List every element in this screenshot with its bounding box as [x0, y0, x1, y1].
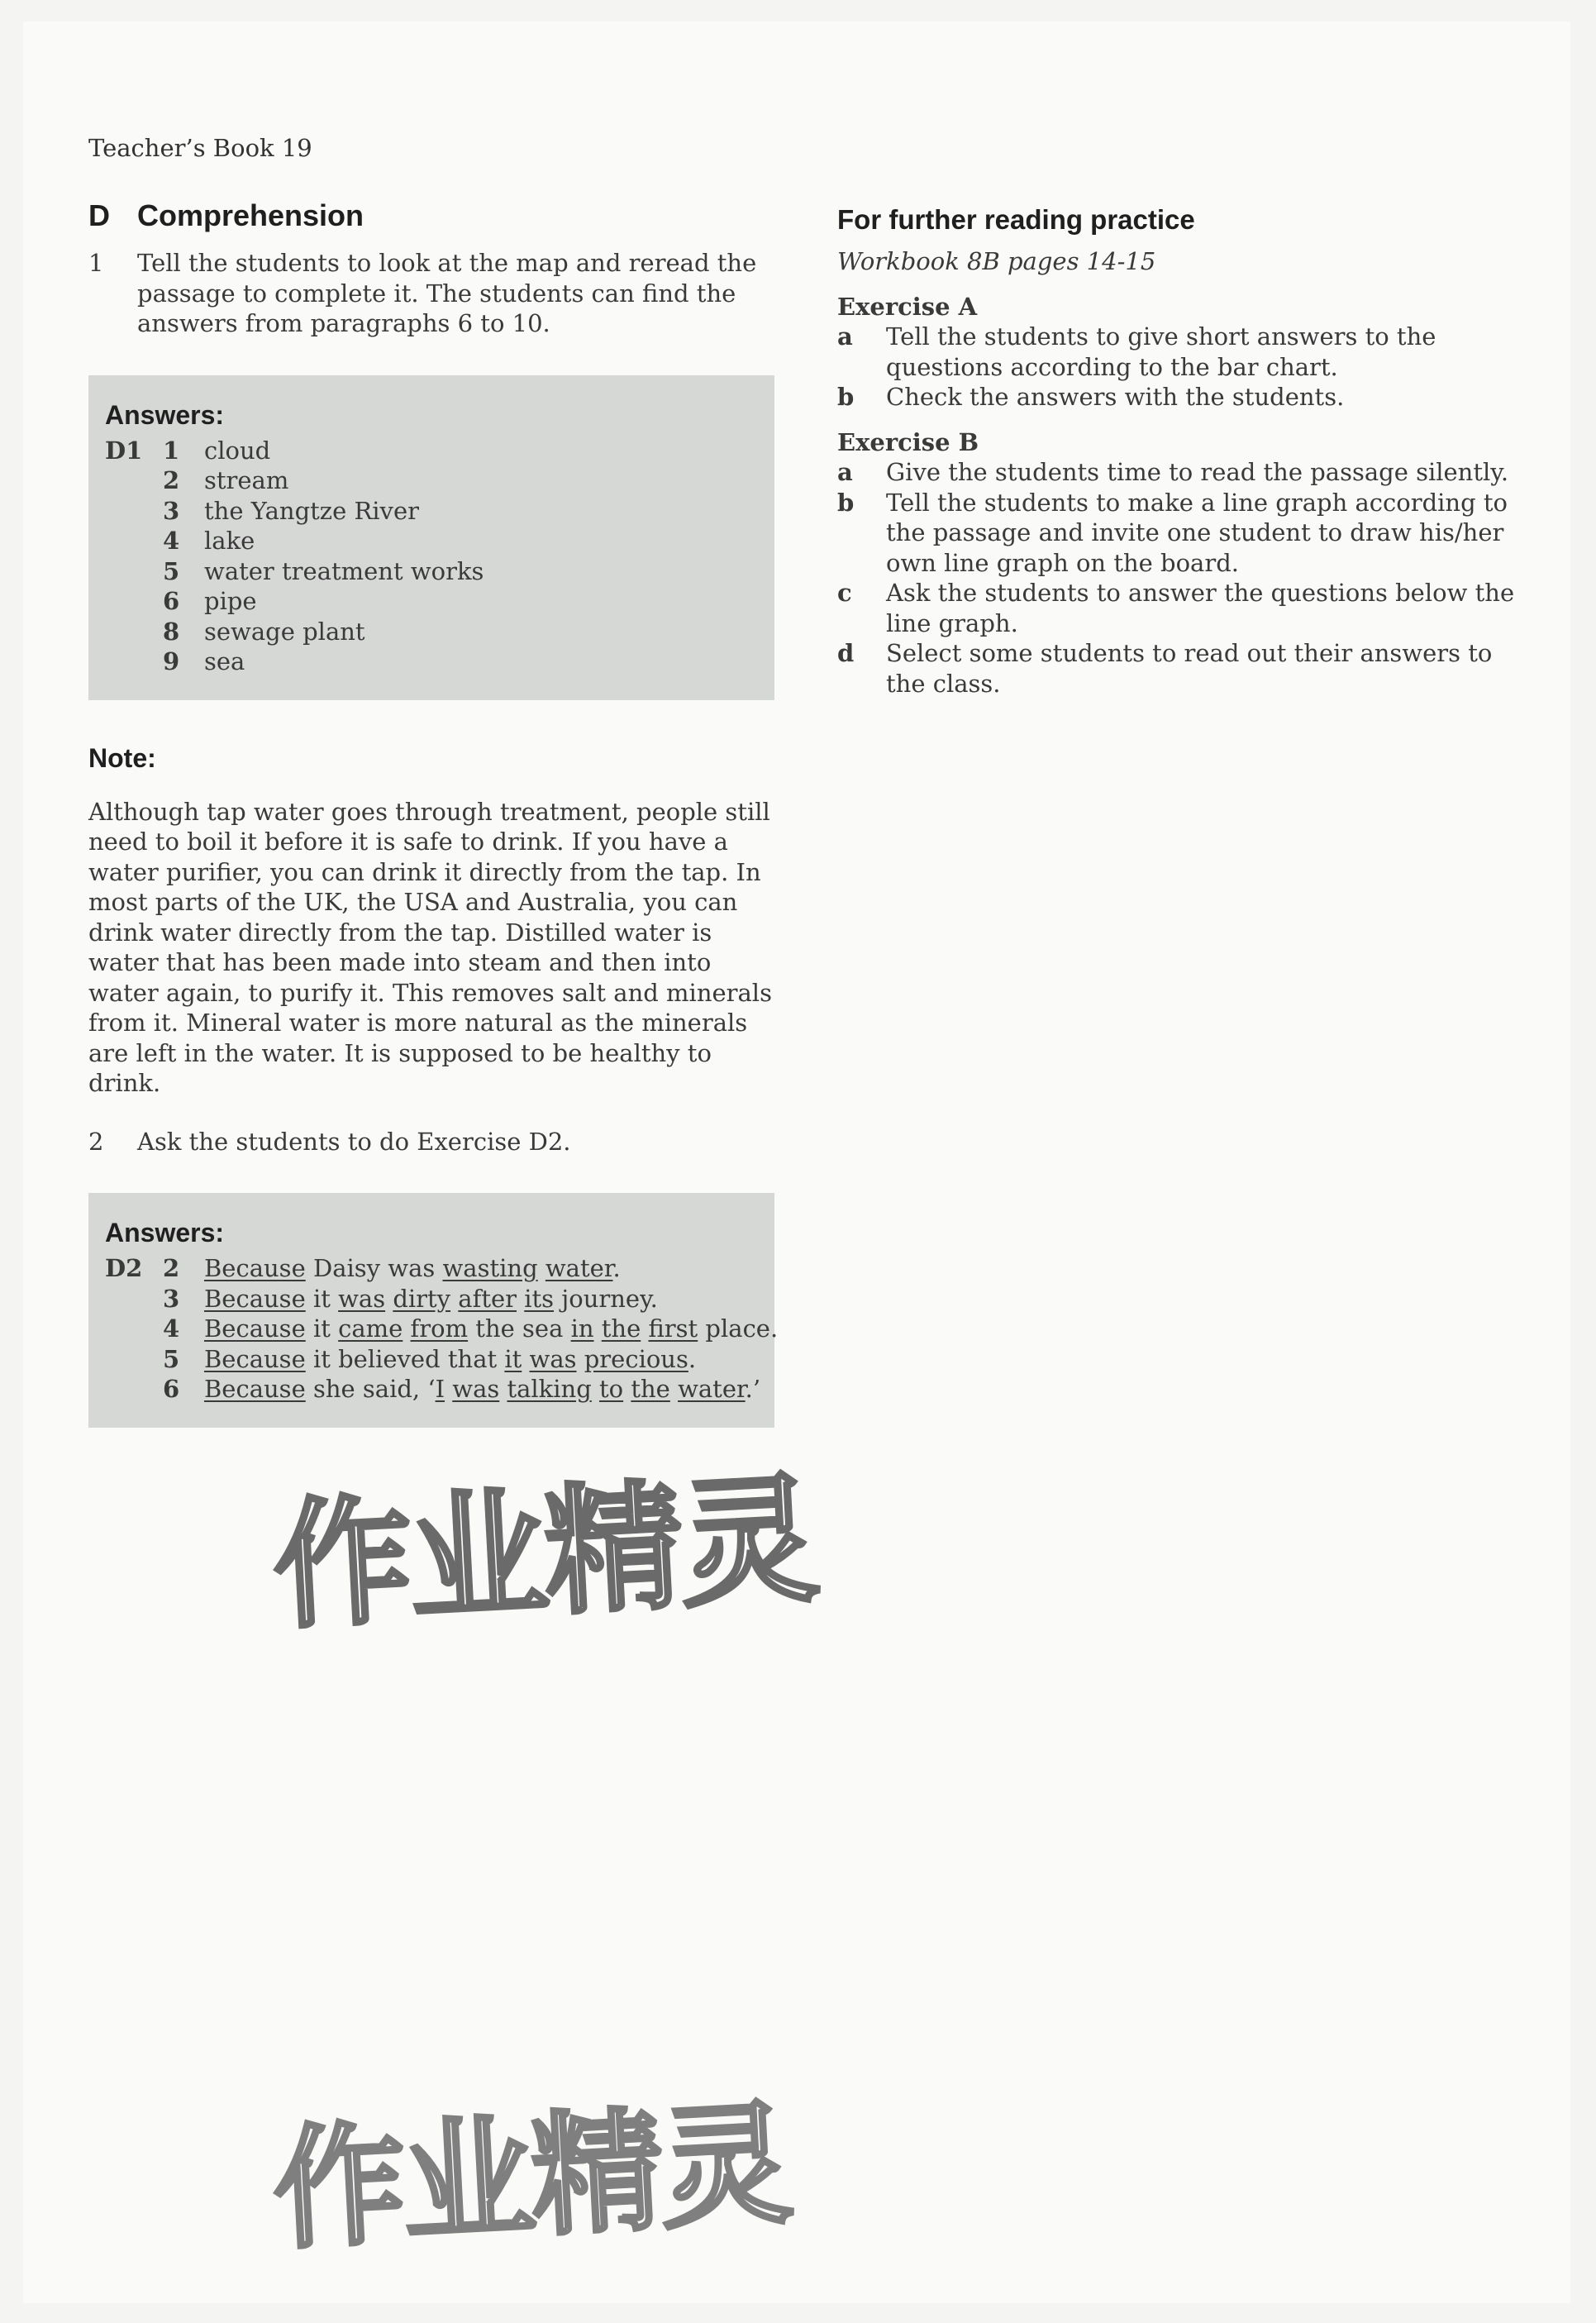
answers-box-d1 — [88, 375, 774, 700]
answer-number: 6 — [163, 587, 180, 615]
answer-code — [105, 496, 163, 527]
answer-segment: she said, ‘ — [305, 1375, 436, 1403]
answer-code: D1 — [105, 436, 143, 465]
answers-list — [105, 436, 758, 677]
watermark: 作业精灵 — [269, 1457, 820, 1649]
answer-segment — [517, 1285, 524, 1313]
underlined-word: wasting — [442, 1254, 538, 1282]
answer-segment: . — [688, 1344, 697, 1373]
answers-title: Answers: — [105, 1218, 225, 1247]
exercise-step — [837, 382, 1523, 413]
exercise-step — [837, 638, 1523, 699]
answers-list — [105, 1253, 779, 1405]
answer-code — [105, 465, 163, 496]
answer-segment: place. — [698, 1314, 779, 1343]
answer-row — [105, 646, 758, 677]
answer-segment: .’ — [745, 1375, 761, 1403]
underlined-word: dirty — [393, 1284, 451, 1313]
step-letter: a — [837, 322, 853, 351]
answer-row — [105, 1374, 761, 1405]
answer-number: 8 — [163, 617, 180, 646]
section-heading — [88, 198, 774, 241]
instruction-1 — [88, 248, 774, 339]
answer-code — [105, 1284, 163, 1314]
underlined-word: Because — [204, 1375, 306, 1403]
answer-number: 3 — [163, 496, 180, 525]
underlined-word: water — [678, 1375, 746, 1403]
answer-text — [204, 1374, 760, 1405]
answer-row — [105, 617, 758, 647]
underlined-word: I — [435, 1375, 445, 1403]
underlined-word: water — [545, 1254, 613, 1282]
answer-text: sewage plant — [204, 617, 365, 646]
underlined-word: in — [570, 1314, 594, 1343]
answer-code — [105, 617, 163, 647]
running-head: Teacher’s Book 19 — [88, 134, 312, 162]
answer-segment: journey. — [554, 1284, 658, 1313]
step-text: Check the answers with the students. — [886, 383, 1345, 411]
answer-segment — [403, 1314, 410, 1343]
answer-number: 4 — [163, 1314, 180, 1343]
underlined-word: first — [648, 1314, 698, 1343]
instruction-text: Ask the students to do Exercise D2. — [137, 1127, 571, 1156]
note-text: Although tap water goes through treatment, people still need to boil it before it is safe to drink. If you have a water purifier, you can drink it directly from the tap. In most parts of the UK, the USA and Australia, you can drink water directly from the tap. Distilled water is water that has been made into steam and then into water again, to purify it. This removes salt and minerals from it. Mineral water is more natural as the minerals are left in the water. It is supposed to be healthy to drink. — [88, 797, 772, 1097]
answer-segment: . — [612, 1254, 621, 1282]
instruction-number: 1 — [88, 249, 104, 277]
answer-text: water treatment works — [204, 556, 484, 585]
answer-number: 6 — [163, 1375, 180, 1403]
step-letter: b — [837, 488, 855, 517]
underlined-word: Because — [204, 1254, 306, 1282]
answer-text: stream — [204, 466, 289, 494]
answer-code — [105, 526, 163, 556]
answer-number: 2 — [163, 1254, 180, 1282]
instruction-text: Tell the students to look at the map and reread the passage to complete it. The students can find the answers from paragraphs 6 to 10. — [137, 249, 757, 337]
section-letter: D — [88, 198, 110, 232]
step-text: Tell the students to give short answers to the questions according to the bar chart. — [886, 322, 1436, 381]
right-column — [837, 198, 1523, 699]
answer-row — [105, 556, 758, 587]
answer-code — [105, 586, 163, 617]
underlined-word: after — [458, 1284, 517, 1313]
answer-row — [105, 1314, 779, 1344]
answer-text: sea — [204, 647, 245, 675]
answer-number: 1 — [163, 436, 180, 465]
answer-segment — [592, 1375, 599, 1403]
underlined-word: the — [631, 1375, 670, 1403]
exercise-step — [837, 322, 1523, 382]
answer-text: cloud — [204, 436, 271, 465]
answer-row — [105, 1344, 758, 1375]
exercise-b-list — [837, 457, 1523, 699]
answer-code — [105, 1374, 163, 1405]
answer-text: the Yangtze River — [204, 496, 419, 525]
answer-number: 3 — [163, 1284, 180, 1313]
instruction-number: 2 — [88, 1127, 104, 1156]
answer-row — [105, 1253, 758, 1284]
answer-text — [204, 1284, 758, 1314]
answer-segment — [577, 1345, 584, 1373]
answer-segment: it — [305, 1314, 339, 1343]
answer-code — [105, 1344, 163, 1375]
step-letter: b — [837, 383, 855, 411]
underlined-word: to — [599, 1375, 624, 1403]
answer-segment — [522, 1345, 529, 1373]
answer-segment — [385, 1285, 393, 1313]
answer-row — [105, 496, 758, 527]
answer-row — [105, 465, 758, 496]
underlined-word: came — [338, 1314, 403, 1343]
underlined-word: Because — [204, 1284, 306, 1313]
further-reading-title: For further reading practice — [837, 204, 1195, 235]
answer-row — [105, 586, 758, 617]
instruction-2 — [88, 1127, 774, 1157]
step-text: Select some students to read out their answers to the class. — [886, 639, 1493, 698]
answer-segment: Daisy was — [305, 1254, 443, 1282]
step-text: Ask the students to answer the questions below the line graph. — [886, 579, 1515, 637]
answer-number: 2 — [163, 466, 180, 494]
answer-text: lake — [204, 527, 255, 555]
answer-segment — [538, 1254, 545, 1282]
answer-number: 5 — [163, 1344, 180, 1373]
workbook-reference: Workbook 8B pages 14-15 — [837, 247, 1156, 275]
answer-text — [204, 1344, 758, 1375]
answer-segment: the sea — [468, 1314, 571, 1343]
answer-code — [105, 646, 163, 677]
underlined-word: the — [601, 1314, 641, 1343]
underlined-word: was — [338, 1284, 386, 1313]
answer-text: pipe — [204, 587, 257, 615]
answers-box-d2 — [88, 1193, 779, 1428]
answer-segment — [623, 1375, 631, 1403]
step-letter: d — [837, 639, 855, 667]
answer-code — [105, 1314, 163, 1344]
exercise-step — [837, 578, 1523, 638]
exercise-a-list — [837, 322, 1523, 413]
answer-segment: it believed that — [305, 1344, 505, 1373]
answer-segment — [445, 1375, 452, 1403]
note-title: Note: — [88, 742, 156, 773]
underlined-word: its — [524, 1284, 555, 1313]
answer-row — [105, 526, 758, 556]
exercise-b-title: Exercise B — [837, 427, 979, 456]
step-letter: a — [837, 458, 853, 486]
answer-text — [204, 1314, 778, 1344]
answer-text — [204, 1253, 758, 1284]
underlined-word: Because — [204, 1344, 306, 1373]
underlined-word: from — [410, 1314, 469, 1343]
exercise-step — [837, 457, 1523, 488]
answer-segment — [670, 1375, 678, 1403]
step-text: Give the students time to read the passage silently. — [886, 458, 1509, 486]
answers-title: Answers: — [105, 399, 225, 430]
step-text: Tell the students to make a line graph according to the passage and invite one student to draw his/her own line graph on the board. — [886, 488, 1508, 577]
step-letter: c — [837, 579, 852, 607]
answer-segment — [450, 1285, 458, 1313]
answer-number: 4 — [163, 527, 180, 555]
answer-number: 5 — [163, 556, 180, 585]
watermark: 作业精灵 — [269, 2086, 793, 2268]
answer-row — [105, 1284, 758, 1314]
underlined-word: was — [452, 1375, 500, 1403]
answer-segment — [594, 1314, 602, 1343]
underlined-word: precious — [584, 1344, 688, 1373]
left-column — [88, 198, 779, 1428]
answer-segment: it — [305, 1284, 339, 1313]
answer-row — [105, 436, 758, 466]
exercise-a-title: Exercise A — [837, 292, 978, 321]
exercise-step — [837, 488, 1523, 579]
answer-code — [105, 556, 163, 587]
answer-number: 9 — [163, 647, 180, 675]
section-title: Comprehension — [137, 198, 364, 232]
underlined-word: was — [529, 1344, 577, 1373]
underlined-word: talking — [507, 1375, 592, 1403]
underlined-word: it — [504, 1344, 522, 1373]
underlined-word: Because — [204, 1314, 306, 1343]
answer-code: D2 — [105, 1254, 143, 1282]
